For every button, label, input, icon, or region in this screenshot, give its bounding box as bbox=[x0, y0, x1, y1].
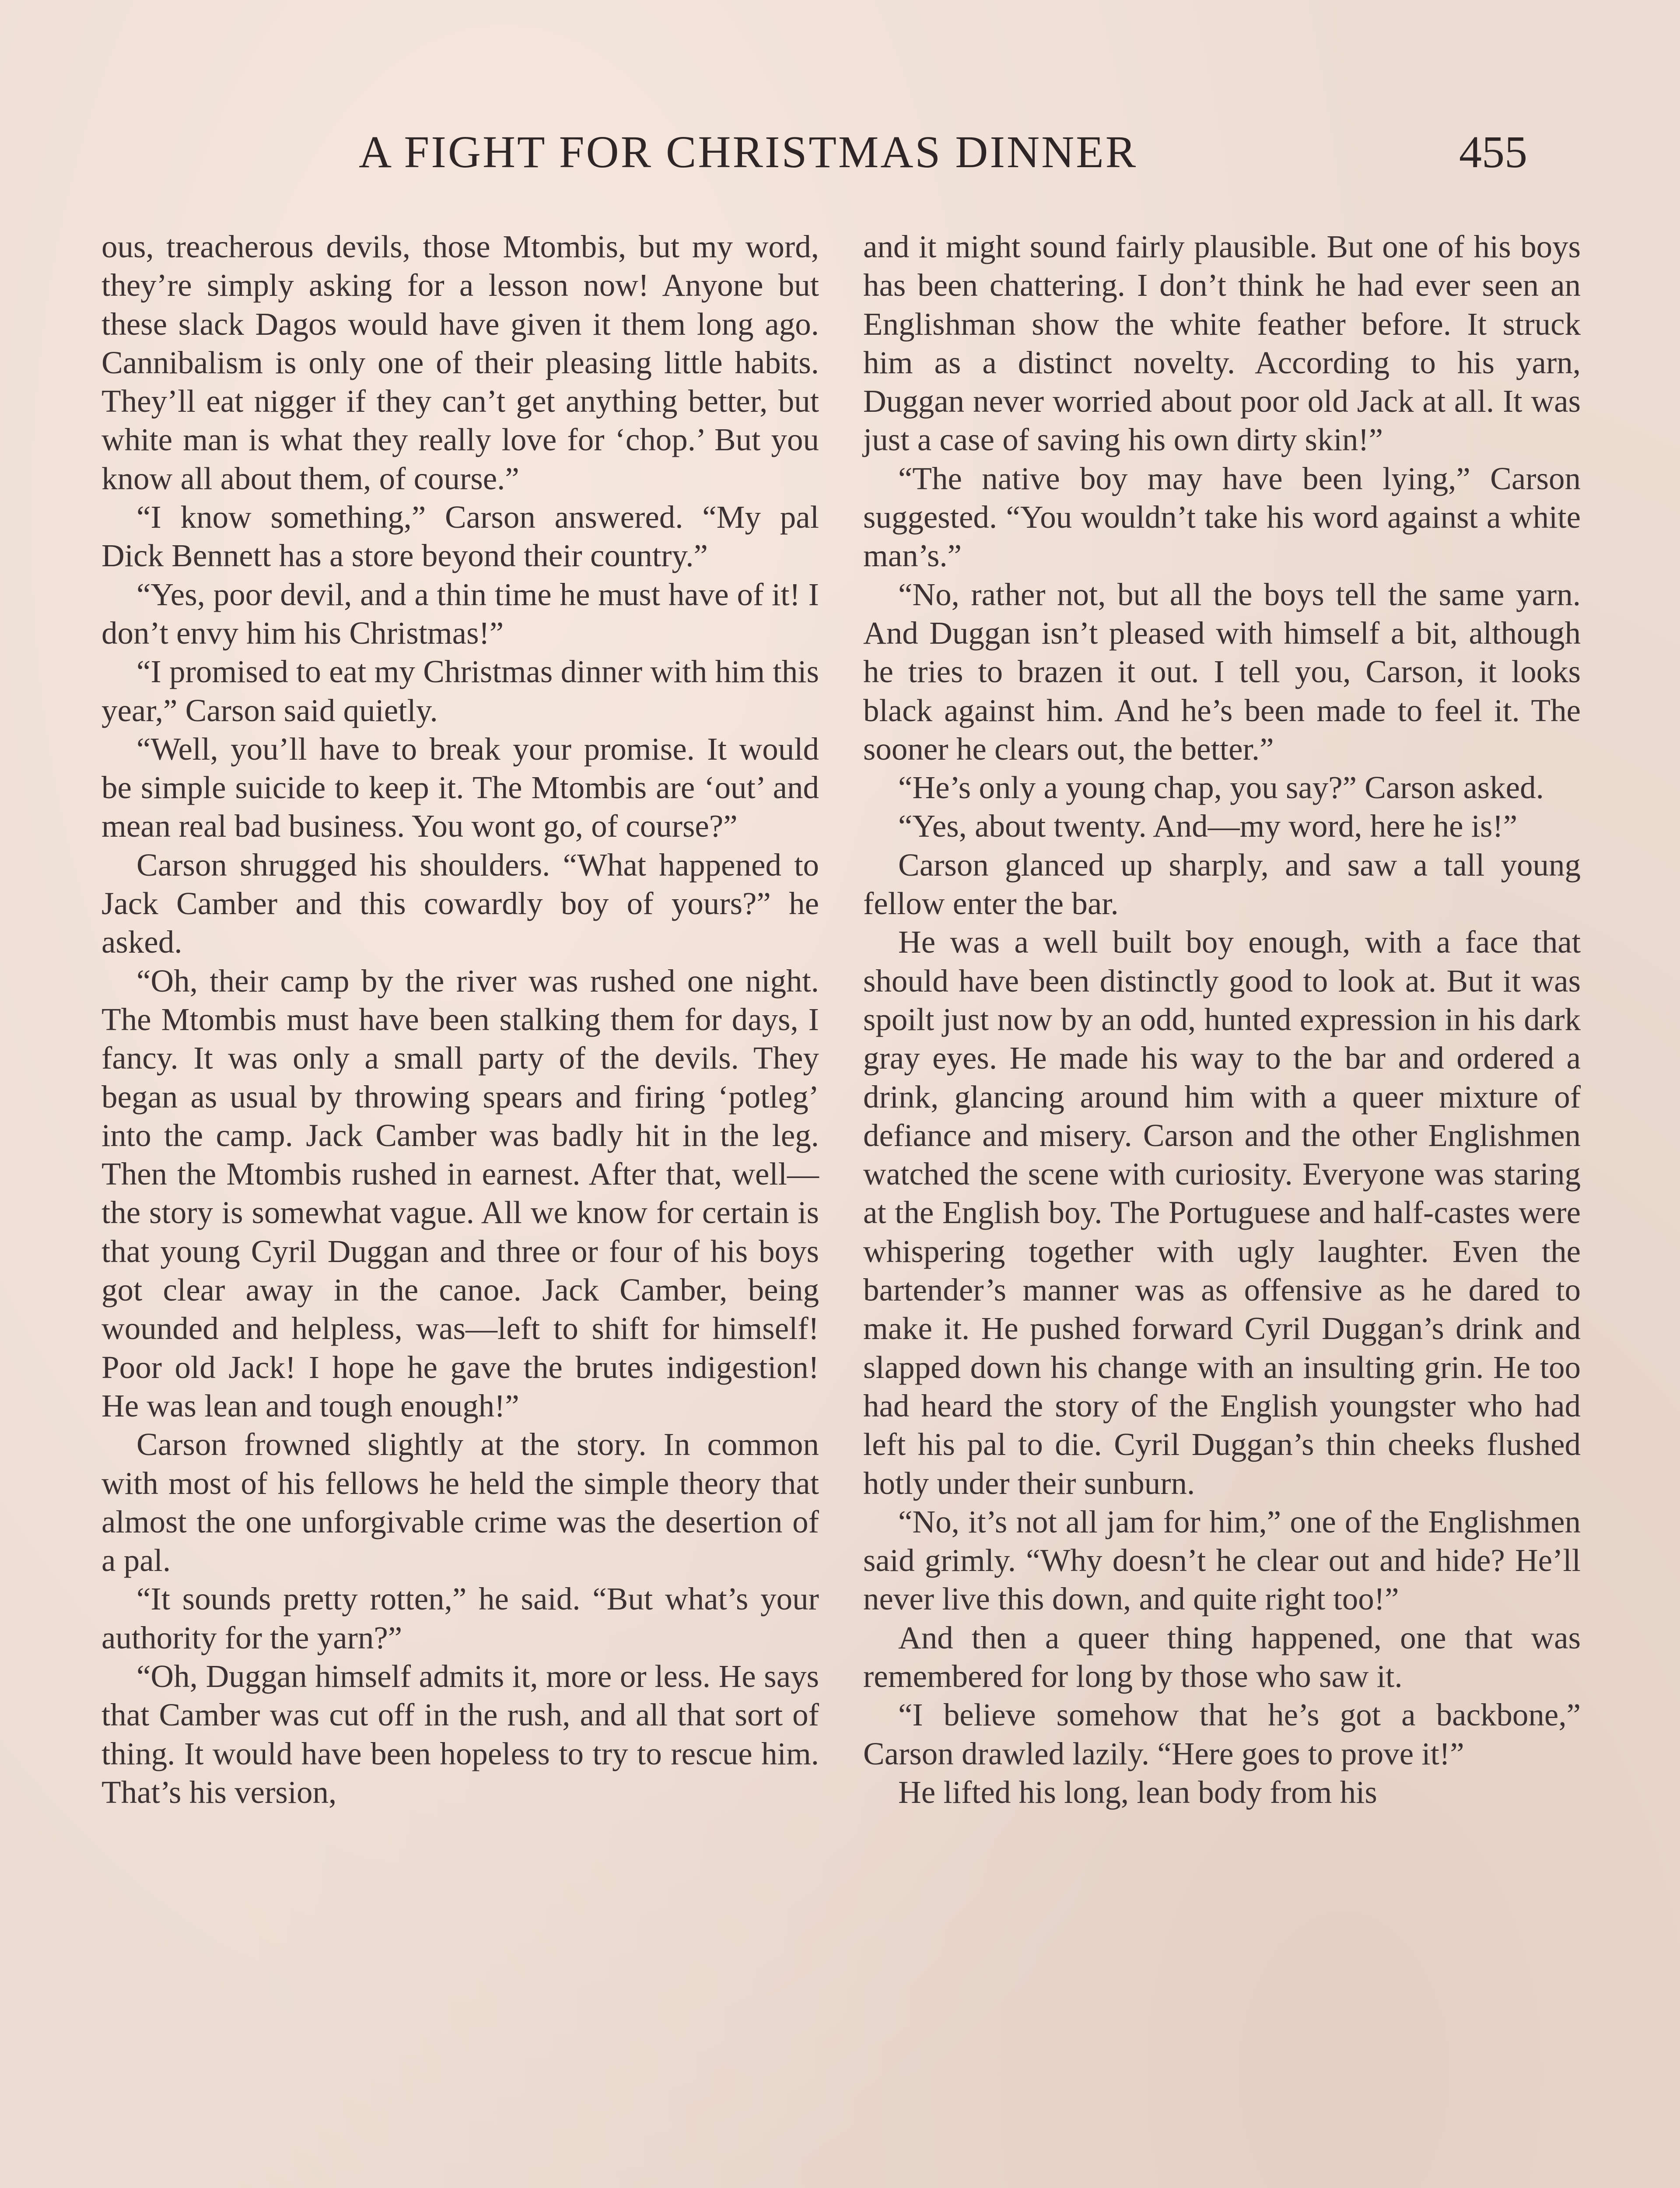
paragraph: “No, rather not, but all the boys tell the same yarn. And Duggan isn’t pleased with himself a bit, although he tries to brazen it out. I tell you, Carson, it looks black against him. And he’s been made to feel it. The sooner he clears out, the better.” bbox=[863, 576, 1581, 767]
paragraph: “It sounds pretty rotten,” he said. “But what’s your authority for the yarn?” bbox=[102, 1581, 819, 1655]
right-column bbox=[863, 228, 1581, 1812]
paragraph: Carson frowned slightly at the story. In common with most of his fellows he held the simple theory that almost the one unforgivable crime was the desertion of a pal. bbox=[102, 1427, 819, 1578]
paragraph: “Oh, their camp by the river was rushed one night. The Mtombis must have been stalking them for days, I fancy. It was only a small party of the devils. They began as usual by throwing spears and firing ‘potleg’ into the camp. Jack Camber was badly hit in the leg. Then the Mtombis rushed in earnest. After that, well—the story is somewhat vague. All we know for certain is that young Cyril Duggan and three or four of his boys got clear away in the canoe. Jack Camber, being wounded and helpless, was—left to shift for himself! Poor old Jack! I hope he gave the brutes indigestion! He was lean and tough enough!” bbox=[102, 963, 819, 1424]
paragraph: “No, it’s not all jam for him,” one of the Englishmen said grimly. “Why doesn’t he clear out and hide? He’ll never live this down, and quite right too!” bbox=[863, 1504, 1581, 1617]
running-title: A FIGHT FOR CHRISTMAS DINNER bbox=[359, 127, 1138, 177]
paragraph: “Oh, Duggan himself admits it, more or less. He says that Camber was cut off in the rush, and all that sort of thing. It would have been hopeless to try to rescue him. That’s his version, bbox=[102, 1658, 819, 1810]
paragraph: and it might sound fairly plausible. But one of his boys has been chattering. I don’t think he had ever seen an Englishman show the white feather before. It struck him as a distinct novelty. According to his yarn, Duggan never worried about poor old Jack at all. It was just a case of saving his own dirty skin!” bbox=[863, 229, 1581, 458]
paragraph: He was a well built boy enough, with a face that should have been distinctly good to look at. But it was spoilt just now by an odd, hunted expression in his dark gray eyes. He made his way to the bar and ordered a drink, glancing around him with a queer mixture of defiance and misery. Carson and the other Englishmen watched the scene with curiosity. Everyone was staring at the English boy. The Portuguese and half-castes were whispering together with ugly laughter. Even the bartender’s manner was as offensive as he dared to make it. He pushed forward Cyril Duggan’s drink and slapped down his change with an insulting grin. He too had heard the story of the English youngster who had left his pal to die. Cyril Duggan’s thin cheeks flushed hotly under their sunburn. bbox=[863, 924, 1581, 1501]
paragraph: “Yes, about twenty. And—my word, here he is!” bbox=[898, 808, 1518, 844]
paragraph: “Well, you’ll have to break your promise. It would be simple suicide to keep it. The Mtombis are ‘out’ and mean real bad business. You wont go, of course?” bbox=[102, 731, 819, 844]
paragraph: And then a queer thing happened, one that was remembered for long by those who saw it. bbox=[863, 1620, 1581, 1694]
paragraph: “Yes, poor devil, and a thin time he must have of it! I don’t envy him his Christmas!” bbox=[102, 576, 819, 651]
paragraph: “I know something,” Carson answered. “My pal Dick Bennett has a store beyond their country.” bbox=[102, 499, 819, 574]
paragraph: “He’s only a young chap, you say?” Carson asked. bbox=[898, 770, 1544, 806]
left-column bbox=[102, 228, 819, 1812]
paragraph: “The native boy may have been lying,” Carson suggested. “You wouldn’t take his word against a white man’s.” bbox=[863, 460, 1581, 574]
paragraph: He lifted his long, lean body from his bbox=[898, 1774, 1377, 1810]
paragraph: “I believe somehow that he’s got a backbone,” Carson drawled lazily. “Here goes to prove it!” bbox=[863, 1697, 1581, 1771]
paragraph: “I promised to eat my Christmas dinner with him this year,” Carson said quietly. bbox=[102, 654, 819, 728]
paragraph: Carson shrugged his shoulders. “What happened to Jack Camber and this cowardly boy of yours?” he asked. bbox=[102, 847, 819, 960]
paragraph: Carson glanced up sharply, and saw a tall young fellow enter the bar. bbox=[863, 847, 1581, 922]
page-number: 455 bbox=[1459, 127, 1527, 177]
paragraph: ous, treacherous devils, those Mtombis, but my word, they’re simply asking for a lesson now! Anyone but these slack Dagos would have given it them long ago. Cannibalism is only one of their pleasing little habits. They’ll eat nigger if they can’t get anything better, but white man is what they really love for ‘chop.’ But you know all about them, of course.” bbox=[102, 229, 819, 496]
